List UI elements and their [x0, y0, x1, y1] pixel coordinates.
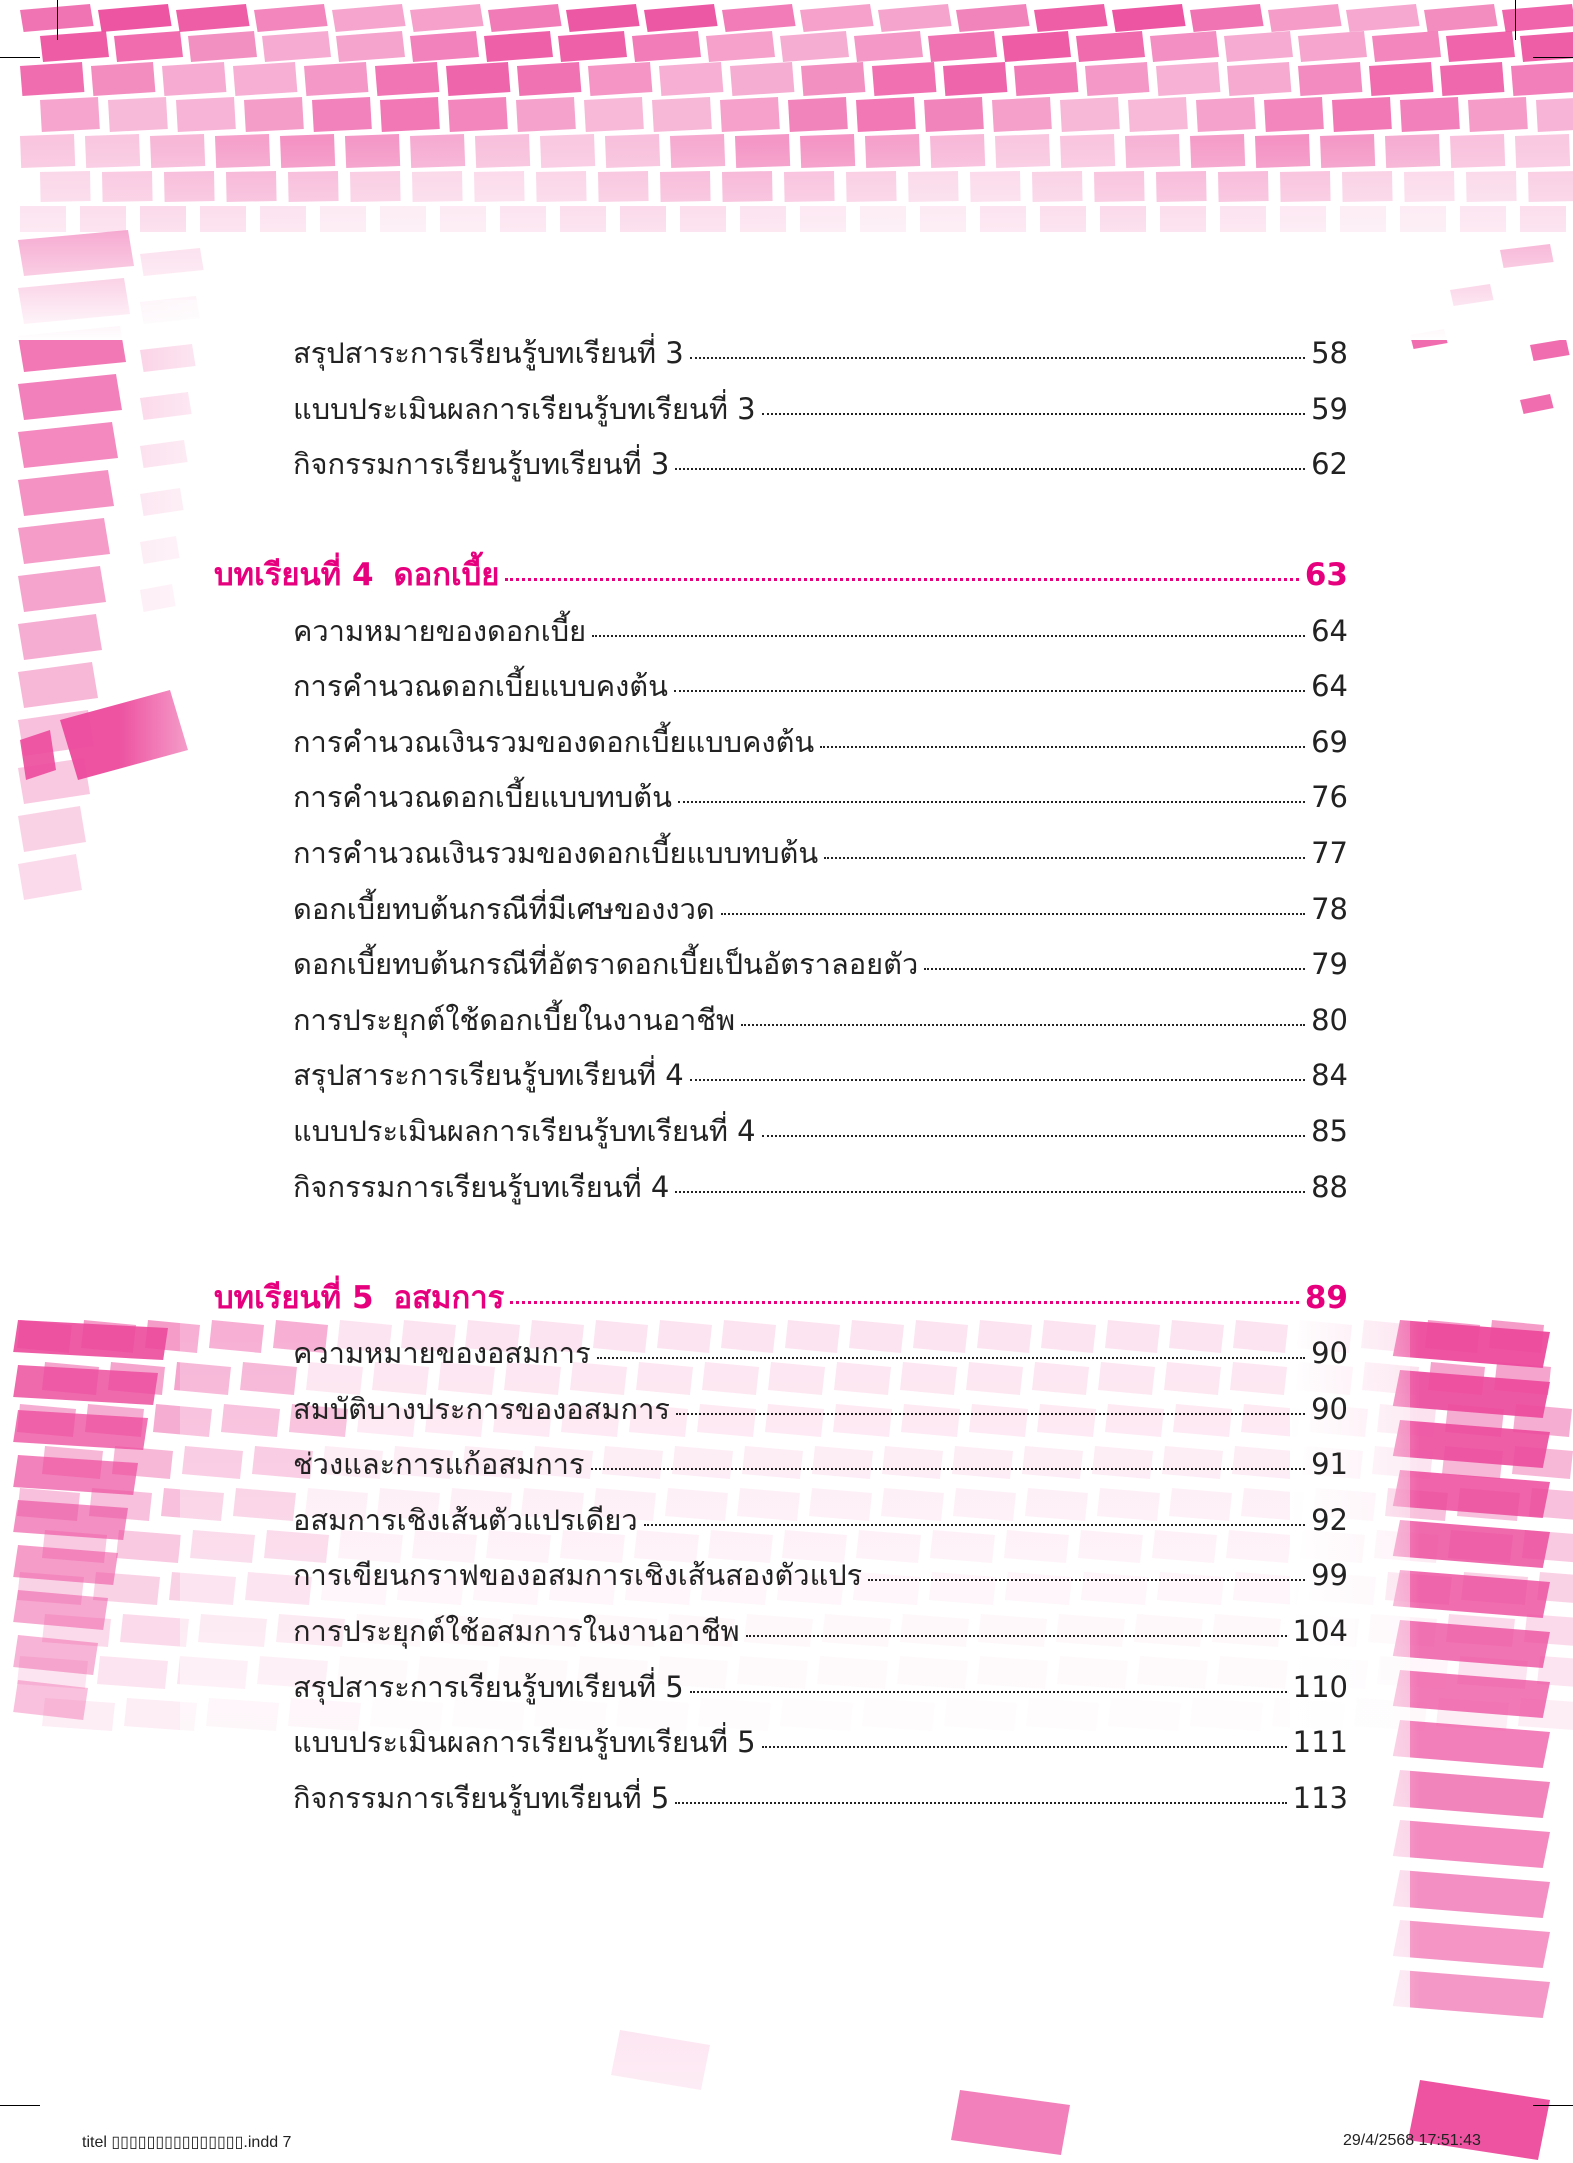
toc-entry-label: สรุปสาระการเรียนรู้บทเรียนที่ 4	[293, 1058, 684, 1092]
toc-entry-label: การคำนวณดอกเบี้ยแบบคงต้น	[293, 669, 668, 703]
toc-entry-page: 78	[1311, 892, 1348, 926]
toc-entry-label: ดอกเบี้ยทบต้นกรณีที่อัตราดอกเบี้ยเป็นอัตราลอยตัว	[293, 947, 919, 981]
dot-leader	[690, 1079, 1305, 1081]
toc-entry-label: กิจกรรมการเรียนรู้บทเรียนที่ 5	[293, 1781, 670, 1815]
footer-timestamp: 29/4/2568 17:51:43	[1343, 2132, 1481, 2149]
toc-entry-page: 104	[1292, 1614, 1348, 1648]
toc-entry-label: การประยุกต์ใช้ดอกเบี้ยในงานอาชีพ	[293, 1003, 736, 1037]
toc-entry-page: 76	[1311, 780, 1348, 814]
toc-entry[interactable]	[293, 1162, 1348, 1212]
toc-entry[interactable]	[293, 1717, 1348, 1767]
dot-leader	[762, 1746, 1287, 1748]
toc-entry-label: ความหมายของอสมการ	[293, 1336, 591, 1370]
toc-entry-label: กิจกรรมการเรียนรู้บทเรียนที่ 3	[293, 447, 670, 481]
dot-leader	[868, 1579, 1305, 1581]
dot-leader	[741, 1024, 1305, 1026]
dot-leader	[591, 1468, 1306, 1470]
toc-entry-page: 62	[1311, 447, 1348, 481]
toc-entry[interactable]	[293, 1050, 1348, 1100]
toc-entry-page: 85	[1311, 1114, 1348, 1148]
toc-entry-page: 77	[1311, 836, 1348, 870]
dot-leader	[510, 1301, 1299, 1304]
toc-entry[interactable]	[293, 1550, 1348, 1600]
dot-leader	[505, 578, 1298, 581]
toc-entry-label: แบบประเมินผลการเรียนรู้บทเรียนที่ 4	[293, 1114, 756, 1148]
toc-entry[interactable]	[293, 439, 1348, 489]
toc-entry[interactable]	[293, 1439, 1348, 1489]
toc-entry[interactable]	[293, 1495, 1348, 1545]
dot-leader	[820, 746, 1305, 748]
toc-entry-label: ดอกเบี้ยทบต้นกรณีที่มีเศษของงวด	[293, 892, 715, 926]
chapter-number: บทเรียนที่ 5	[214, 1280, 374, 1316]
crop-mark	[1515, 0, 1516, 40]
toc-entry[interactable]	[293, 328, 1348, 378]
toc-entry-page: 90	[1311, 1336, 1348, 1370]
toc-entry[interactable]	[293, 1773, 1348, 1823]
chapter-title: ดอกเบี้ย	[393, 557, 500, 593]
toc-entry-label: การคำนวณเงินรวมของดอกเบี้ยแบบคงต้น	[293, 725, 815, 759]
toc-entry[interactable]	[293, 828, 1348, 878]
toc-entry-label: การประยุกต์ใช้อสมการในงานอาชีพ	[293, 1614, 740, 1648]
toc-entry-page: 59	[1311, 392, 1348, 426]
chapter-page: 89	[1304, 1280, 1348, 1316]
toc-entry-label: การคำนวณเงินรวมของดอกเบี้ยแบบทบต้น	[293, 836, 819, 870]
dot-leader	[762, 1135, 1305, 1137]
crop-mark	[0, 57, 40, 58]
dot-leader	[762, 413, 1305, 415]
crop-mark	[1533, 57, 1573, 58]
dot-leader	[675, 1802, 1286, 1804]
toc-entry[interactable]	[293, 661, 1348, 711]
toc-entry-page: 64	[1311, 614, 1348, 648]
toc-chapter-5[interactable]	[214, 1273, 1348, 1323]
dot-leader	[924, 968, 1305, 970]
chapter-number: บทเรียนที่ 4	[214, 557, 374, 593]
toc-entry-page: 64	[1311, 669, 1348, 703]
toc-entry-label: สรุปสาระการเรียนรู้บทเรียนที่ 3	[293, 336, 684, 370]
crop-mark	[57, 0, 58, 40]
toc-entry-page: 99	[1311, 1558, 1348, 1592]
toc-chapter-4[interactable]	[214, 550, 1348, 600]
toc-entry-label: กิจกรรมการเรียนรู้บทเรียนที่ 4	[293, 1170, 670, 1204]
chapter-title: อสมการ	[393, 1280, 505, 1316]
dot-leader	[690, 357, 1305, 359]
toc-entry-label: การคำนวณดอกเบี้ยแบบทบต้น	[293, 780, 672, 814]
toc-entry[interactable]	[293, 1106, 1348, 1156]
toc-entry-page: 91	[1311, 1447, 1348, 1481]
toc-entry-label: แบบประเมินผลการเรียนรู้บทเรียนที่ 5	[293, 1725, 756, 1759]
toc-entry-page: 88	[1311, 1170, 1348, 1204]
toc-entry-label: สมบัติบางประการของอสมการ	[293, 1392, 670, 1426]
toc-entry[interactable]	[293, 717, 1348, 767]
toc-entry[interactable]	[293, 606, 1348, 656]
dot-leader	[746, 1635, 1287, 1637]
dot-leader	[676, 1413, 1305, 1415]
dot-leader	[675, 1191, 1305, 1193]
dot-leader	[678, 801, 1305, 803]
toc-entry-page: 69	[1311, 725, 1348, 759]
footer-file-name: titel ▯▯▯▯▯▯▯▯▯▯▯▯▯▯▯.indd 7	[82, 2134, 292, 2151]
toc-entry-page: 80	[1311, 1003, 1348, 1037]
toc-entry-label: แบบประเมินผลการเรียนรู้บทเรียนที่ 3	[293, 392, 756, 426]
toc-entry-page: 111	[1292, 1725, 1348, 1759]
dot-leader	[721, 913, 1305, 915]
toc-entry-label: สรุปสาระการเรียนรู้บทเรียนที่ 5	[293, 1670, 684, 1704]
dot-leader	[690, 1691, 1287, 1693]
dot-leader	[824, 857, 1305, 859]
toc-entry-page: 90	[1311, 1392, 1348, 1426]
dot-leader	[592, 635, 1305, 637]
toc-entry-page: 58	[1311, 336, 1348, 370]
dot-leader	[644, 1524, 1305, 1526]
toc-entry-label: ช่วงและการแก้อสมการ	[293, 1447, 585, 1481]
toc-entry[interactable]	[293, 384, 1348, 434]
chapter-page: 63	[1304, 557, 1348, 593]
toc-entry[interactable]	[293, 884, 1348, 934]
crop-mark	[1533, 2105, 1573, 2106]
toc-entry[interactable]	[293, 995, 1348, 1045]
toc-entry-page: 79	[1311, 947, 1348, 981]
toc-entry-label: การเขียนกราฟของอสมการเชิงเส้นสองตัวแปร	[293, 1558, 863, 1592]
crop-mark	[0, 2105, 40, 2106]
toc-entry-page: 110	[1292, 1670, 1348, 1704]
toc-entry[interactable]	[293, 1662, 1348, 1712]
dot-leader	[675, 468, 1305, 470]
dot-leader	[597, 1357, 1305, 1359]
toc-entry-label: อสมการเชิงเส้นตัวแปรเดียว	[293, 1503, 638, 1537]
toc-entry-label: ความหมายของดอกเบี้ย	[293, 614, 587, 648]
toc-entry[interactable]	[293, 1606, 1348, 1656]
toc-entry-page: 84	[1311, 1058, 1348, 1092]
toc-entry[interactable]	[293, 1384, 1348, 1434]
toc-entry-page: 92	[1311, 1503, 1348, 1537]
dot-leader	[674, 690, 1305, 692]
toc-entry[interactable]	[293, 1328, 1348, 1378]
toc-entry[interactable]	[293, 939, 1348, 989]
toc-entry-page: 113	[1292, 1781, 1348, 1815]
toc-entry[interactable]	[293, 772, 1348, 822]
